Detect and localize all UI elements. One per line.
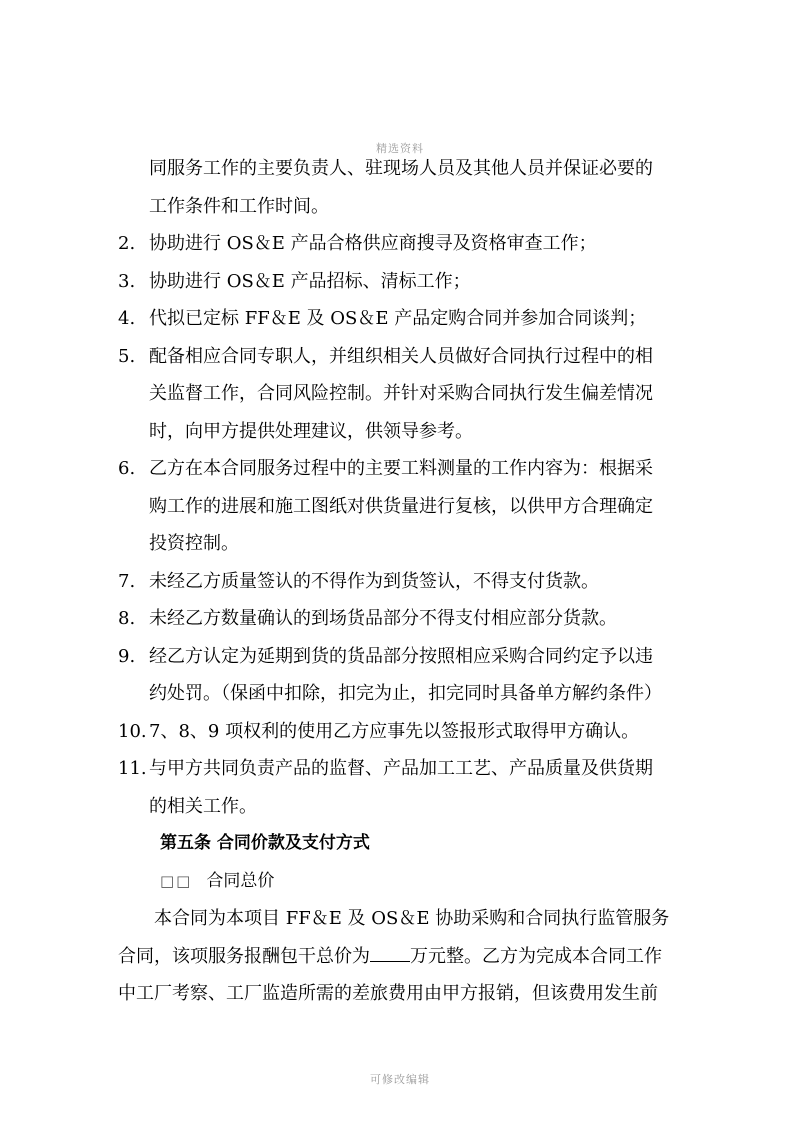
list-item <box>118 225 688 263</box>
list-item-text: 时，向甲方提供处理建议，供领导参考。 <box>149 420 473 442</box>
continuation-line-2: 工作条件和工作时间。 <box>149 195 329 217</box>
list-item <box>118 600 688 638</box>
list-item-number: 4. <box>118 308 136 329</box>
article-title: 第五条 合同价款及支付方式 <box>160 833 370 853</box>
list-item-text: 配备相应合同专职人，并组织相关人员做好合同执行过程中的相 <box>149 345 653 367</box>
paragraph-line-2-end: 万元整。乙方为完成本合同工作 <box>410 945 662 967</box>
paragraph-line-1: 本合同为本项目 FF＆E 及 OS＆E 协助采购和合同执行监管服务 <box>154 908 670 929</box>
paragraph-line-3: 中工厂考察、工厂监造所需的差旅费用由甲方报销，但该费用发生前 <box>118 983 658 1004</box>
list-item-number: 7. <box>118 570 136 592</box>
list-item-text: 未经乙方质量签认的不得作为到货签认，不得支付货款。 <box>149 570 599 592</box>
list-item-number: 2. <box>118 233 136 254</box>
list-item-number: 5. <box>118 345 136 367</box>
list-item-text: 未经乙方数量确认的到场货品部分不得支付相应部分货款。 <box>149 608 617 629</box>
list-item <box>118 638 688 713</box>
list-item <box>118 750 688 825</box>
list-item-number: 9. <box>118 645 136 667</box>
list-item-text: 乙方在本合同服务过程中的主要工料测量的工作内容为：根据采 <box>149 458 653 479</box>
list-item-number: 11. <box>118 758 147 779</box>
list-item-text: 的相关工作。 <box>149 795 257 817</box>
list-item-text: 代拟已定标 FF＆E 及 OS＆E 产品定购合同并参加合同谈判； <box>149 308 647 329</box>
paragraph-line-2 <box>118 938 688 976</box>
list-item-number: 6. <box>118 458 136 479</box>
list-item-text: 关监督工作，合同风险控制。并针对采购合同执行发生偏差情况 <box>149 383 653 404</box>
continuation-line-1: 同服务工作的主要负责人、驻现场人员及其他人员并保证必要的 <box>149 158 653 179</box>
list-item-number: 10. <box>118 720 147 742</box>
subsection-title: 合同总价 <box>206 870 275 891</box>
list-item <box>118 263 688 301</box>
list-item <box>118 563 688 601</box>
footer-watermark: 可修改编辑 <box>370 1073 430 1086</box>
subsection-marker: □□ <box>160 871 193 890</box>
list-item-number: 8. <box>118 608 136 629</box>
paragraph-line-2-start: 合同，该项服务报酬包干总价为 <box>118 945 370 967</box>
list-item-number: 3. <box>118 270 136 292</box>
list-item <box>118 450 688 563</box>
list-item-text: 与甲方共同负责产品的监督、产品加工工艺、产品质量及供货期 <box>149 758 653 779</box>
document-body <box>118 150 688 1013</box>
header-watermark: 精选资料 <box>376 142 424 155</box>
list-item-text: 7、8、9 项权利的使用乙方应事先以签报形式取得甲方确认。 <box>149 720 640 742</box>
subsection-heading <box>118 863 688 901</box>
list-item-text: 协助进行 OS＆E 产品合格供应商搜寻及资格审查工作； <box>149 233 597 254</box>
list-item <box>118 713 688 751</box>
list-item-text: 协助进行 OS＆E 产品招标、清标工作； <box>149 270 471 292</box>
list-item-text: 经乙方认定为延期到货的货品部分按照相应采购合同约定予以违 <box>149 645 653 667</box>
amount-blank <box>370 947 410 962</box>
list-item <box>118 300 688 338</box>
list-item-text: 约处罚。（保函中扣除，扣完为止，扣完同时具备单方解约条件） <box>149 683 662 704</box>
list-item-text: 购工作的进展和施工图纸对供货量进行复核，以供甲方合理确定 <box>149 495 653 517</box>
list-item <box>118 338 688 451</box>
list-item-text: 投资控制。 <box>149 533 239 554</box>
